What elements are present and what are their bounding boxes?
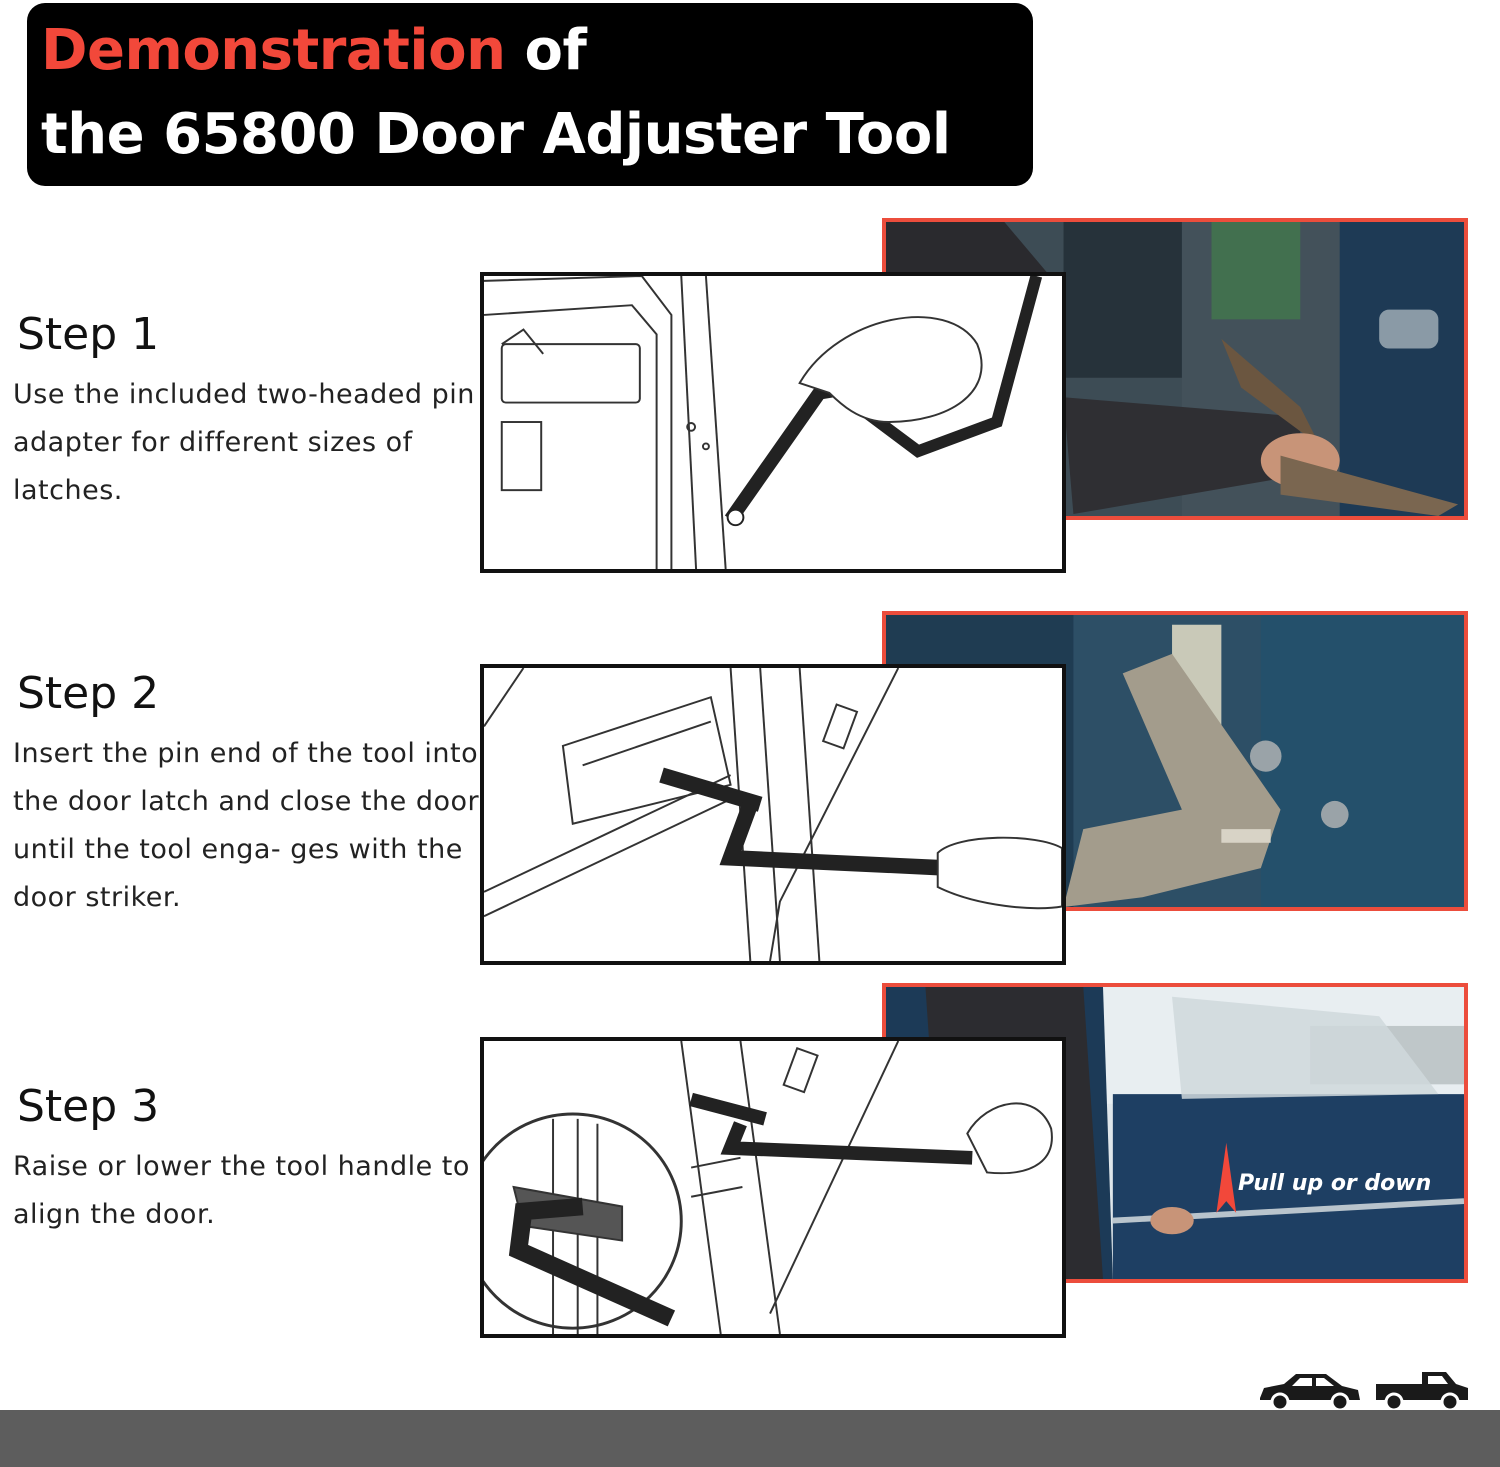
step-2-heading: Step 2 — [17, 668, 160, 719]
step-1-heading: Step 1 — [17, 309, 160, 360]
step-3-diagram — [480, 1037, 1066, 1338]
step-1-diagram — [480, 272, 1066, 573]
pickup-truck-icon — [1374, 1368, 1470, 1412]
step-1-text: Use the included two-headed pin adapter for different sizes of latches. — [13, 379, 475, 506]
title-banner — [27, 3, 1033, 186]
footer-bar — [0, 1410, 1500, 1467]
title-line-1-rest: of — [505, 18, 587, 83]
title-line-1 — [41, 18, 587, 83]
step-3-text: Raise or lower the tool handle to align the door. — [13, 1151, 470, 1230]
title-highlight: Demonstration — [41, 18, 506, 83]
title-line-2: the 65800 Door Adjuster Tool — [41, 102, 951, 167]
step-2-diagram — [480, 664, 1066, 965]
step-2-text: Insert the pin end of the tool into the door latch and close the door until the tool enga- ges with the door striker. — [13, 738, 480, 913]
step-3-heading: Step 3 — [17, 1081, 160, 1132]
pull-up-or-down-label: Pull up or down — [1238, 1171, 1432, 1196]
sedan-icon — [1256, 1368, 1362, 1412]
